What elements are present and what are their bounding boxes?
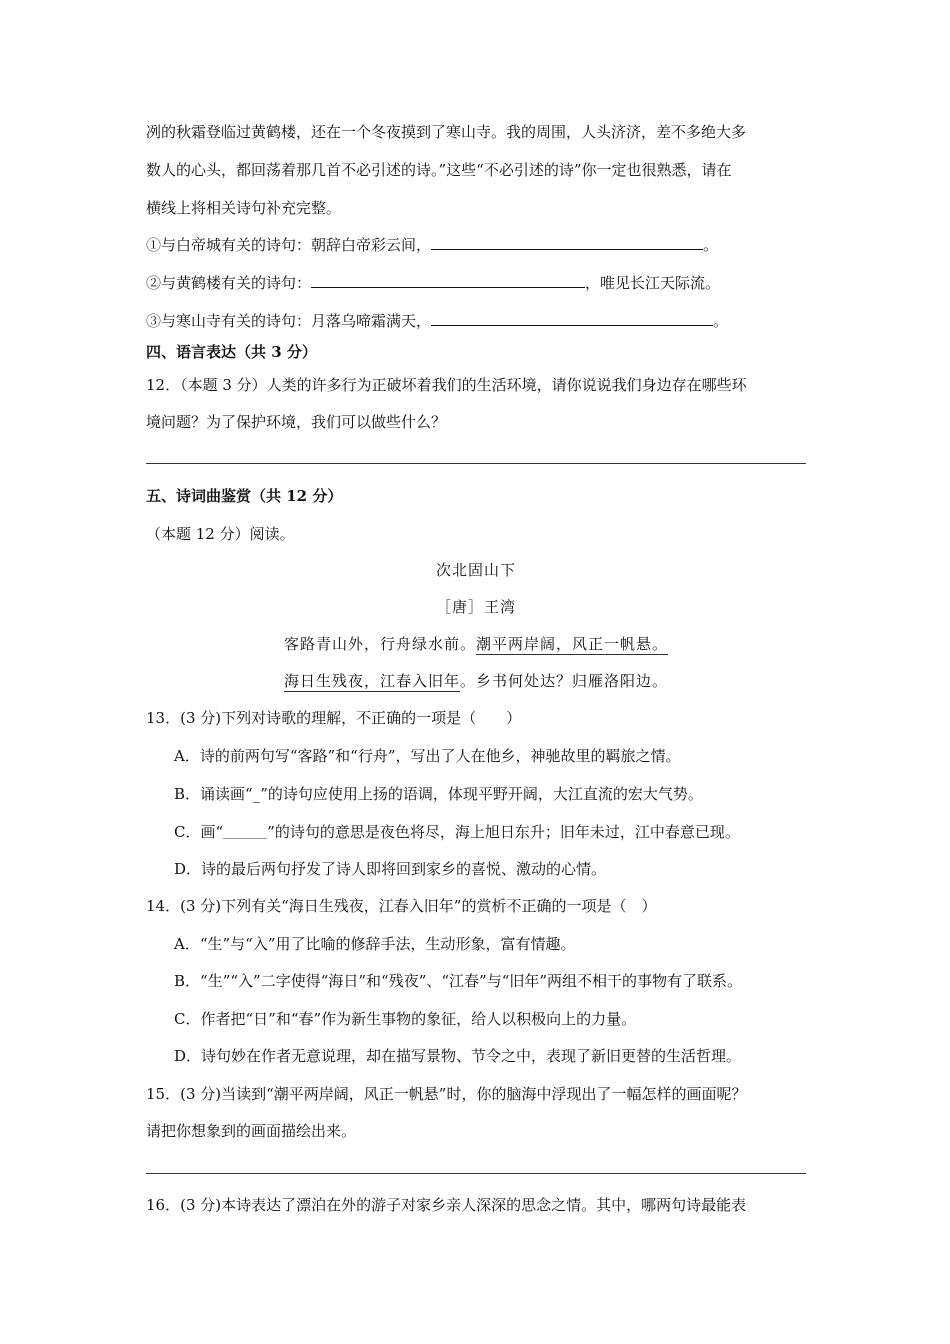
question-15-line-1: 15．(3 分)当读到“潮平两岸阔，风正一帆悬”时，你的脑海中浮现出了一幅怎样的画面呢？: [146, 1085, 747, 1103]
question-14-stem: 14．(3 分)下列有关“海日生残夜，江春入旧年”的赏析不正确的一项是（ ）: [146, 897, 657, 915]
fill-q3-prefix: ③与寒山寺有关的诗句：月落乌啼霜满天，: [146, 312, 432, 330]
q14-option-a[interactable]: A．“生”与“入”用了比喻的修辞手法，生动形象，富有情趣。: [174, 935, 576, 953]
question-16-line-1: 16．(3 分)本诗表达了漂泊在外的游子对家乡亲人深深的思念之情。其中，哪两句诗最能表: [146, 1196, 747, 1214]
poem-line-2: [146, 671, 806, 691]
q14-option-d[interactable]: D．诗句妙在作者无意说理，却在描写景物、节令之中，表现了新旧更替的生活哲理。: [174, 1047, 742, 1065]
fill-q1-prefix: ①与白帝城有关的诗句：朝辞白帝彩云间，: [146, 236, 432, 254]
poem-line-1-b-underlined: 潮平两岸阔，风正一帆悬。: [476, 635, 669, 653]
q13-option-c-underline-mark: ＿＿＿＿: [223, 827, 268, 840]
q13-option-a[interactable]: A．诗的前两句写“客路”和“行舟”，写出了人在他乡，神驰故里的羁旅之情。: [174, 747, 681, 765]
poem-line-1: [146, 634, 806, 654]
section-5-heading: 五、诗词曲鉴赏（共 12 分）: [146, 487, 343, 505]
fill-question-3: [146, 311, 728, 331]
fill-q2-suffix: ，唯见长江天际流。: [585, 274, 721, 292]
q14-option-c[interactable]: C．作者把“日”和“春”作为新生事物的象征，给人以积极向上的力量。: [174, 1010, 637, 1028]
poem-line-2-b: 。乡书何处达？归雁洛阳边。: [460, 672, 669, 690]
fill-q3-suffix: 。: [713, 312, 729, 330]
q13-option-b[interactable]: B．诵读画“_”的诗句应使用上扬的语调，体现平野开阔，大江直流的宏大气势。: [174, 785, 703, 803]
fill-question-2: [146, 273, 720, 293]
fill-q1-suffix: 。: [703, 236, 719, 254]
poem-author: ［唐］王湾: [435, 598, 516, 616]
answer-blank-3[interactable]: [431, 311, 713, 326]
q13-option-c[interactable]: [174, 822, 740, 844]
question-12-line-2: 境问题？为了保护环境，我们可以做些什么？: [146, 413, 447, 431]
q14-option-b[interactable]: B．“生”“入”二字使得“海日”和“残夜”、“江春”与“旧年”两组不相干的事物有了联系。: [174, 972, 743, 990]
answer-blank-2[interactable]: [311, 273, 585, 288]
q13-option-d[interactable]: D．诗的最后两句抒发了诗人即将回到家乡的喜悦、激动的心情。: [174, 860, 607, 878]
section-4-heading: 四、语言表达（共 3 分）: [146, 343, 317, 361]
fill-q2-prefix: ②与黄鹤楼有关的诗句：: [146, 274, 312, 292]
q13-option-c-prefix: C．画“: [174, 823, 224, 841]
poem-line-2-a-underlined: 海日生残夜，江春入旧年: [283, 672, 460, 690]
intro-line-3: 横线上将相关诗句补充完整。: [146, 199, 342, 217]
poem-title: 次北固山下: [435, 561, 516, 579]
answer-line-q12[interactable]: [146, 463, 806, 464]
section-5-intro: （本题 12 分）阅读。: [146, 525, 295, 543]
answer-line-q15[interactable]: [146, 1173, 806, 1174]
fill-question-1: [146, 235, 718, 255]
question-13-stem: 13．(3 分)下列对诗歌的理解，不正确的一项是（ ）: [146, 709, 522, 727]
question-12-line-1: 12．（本题 3 分）人类的许多行为正破坏着我们的生活环境，请你说说我们身边存在哪些环: [146, 376, 747, 394]
poem-line-1-a: 客路青山外，行舟绿水前。: [283, 635, 476, 653]
intro-line-1: 冽的秋霜登临过黄鹤楼，还在一个冬夜摸到了寒山寺。我的周围，人头济济，差不多绝大多: [146, 123, 747, 141]
q13-option-c-text: ”的诗句的意思是夜色将尽，海上旭日东升；旧年未过，江中春意已现。: [267, 823, 740, 841]
question-15-line-2: 请把你想象到的画面描绘出来。: [146, 1122, 357, 1140]
intro-line-2: 数人的心头，都回荡着那几首不必引述的诗。”这些“不必引述的诗”你一定也很熟悉，请在: [146, 161, 732, 179]
answer-blank-1[interactable]: [431, 235, 703, 250]
